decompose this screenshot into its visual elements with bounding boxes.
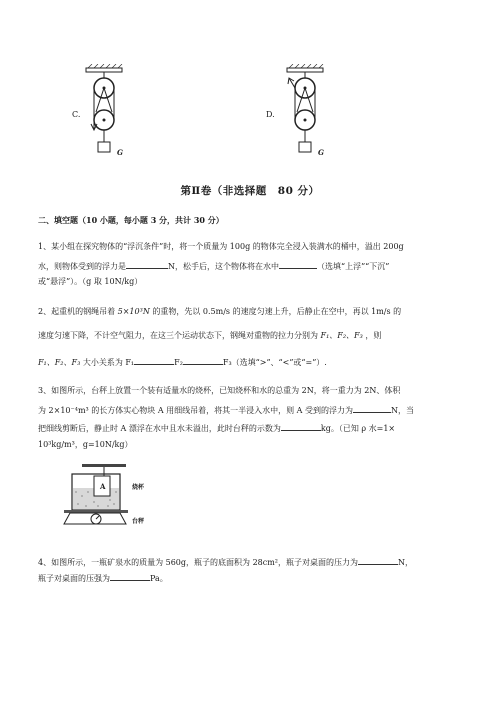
q2-line1: [38, 306, 401, 317]
q2-text-e: 大小关系为 F₁: [82, 358, 135, 367]
weight-d-label: G: [318, 148, 324, 157]
q1-line1: 1、某小组在探究物体的“浮沉条件”时，将一个质量为 100g 的物体完全浸入装满水的桶中，溢出 200g: [38, 242, 404, 251]
q3-line4: 10³kg/m³，g=10N/kg）: [38, 440, 133, 449]
q1-blank-buoyancy[interactable]: [126, 259, 168, 269]
q2-text-b: 的重物，先以 0.5m/s 的速度匀速上升，后静止在空中，再以 1m/s 的: [152, 307, 402, 316]
q2-text-c: 速度匀速下降，不计空气阻力，在这三个运动状态下，钢绳对重物的拉力分别为: [38, 331, 318, 340]
q1-line2: [38, 259, 389, 272]
q2-line3: [38, 355, 327, 368]
q3-text-b: N，当: [391, 406, 415, 415]
pulley-figure-d: [285, 64, 335, 164]
q4-text-d: Pa。: [150, 574, 168, 583]
q2-text-f: F₂: [174, 358, 183, 367]
q4-text-c: 瓶子对桌面的压强为: [38, 574, 110, 583]
q1-blank-state[interactable]: [279, 259, 317, 269]
section-title: 第Ⅱ卷（非选择题 80 分）: [180, 185, 320, 197]
q4-text-b: N，: [398, 558, 414, 567]
q3-text-a: 为 2×10⁻⁴m³ 的长方体实心物块 A 用细线吊着，将其一半浸入水中，则 A 受到的浮力为: [38, 406, 354, 415]
q2-text-g: F₃（选填“>”、“<”或“=”）.: [222, 358, 327, 367]
q4-blank-pressure[interactable]: [110, 571, 150, 581]
q3-blank-buoyancy[interactable]: [353, 403, 391, 413]
q2-mass-expr: 5×10³N: [117, 307, 150, 316]
q2-blank-1[interactable]: [134, 355, 174, 365]
q1-text-b: N，松手后，这个物体将在水中: [168, 262, 279, 271]
section-subtitle: 二、填空题（10 小题，每小题 3 分，共计 30 分）: [38, 215, 224, 225]
q4-line1: [38, 555, 413, 568]
weight-c-label: G: [117, 148, 123, 157]
q3-blank-reading[interactable]: [281, 421, 321, 431]
q1-text-c: （选填“上浮”“下沉”: [317, 262, 390, 271]
pulley-figure-c: [84, 64, 134, 164]
figure-block-label: A: [100, 482, 106, 491]
q3-line3: [38, 421, 395, 434]
q1-text-a: 水，则物体受到的浮力是: [38, 262, 126, 271]
q3-text-c: 把细线剪断后，静止时 A 漂浮在水中且水未溢出，此时台秤的示数为: [38, 424, 281, 433]
option-d-label: D.: [266, 110, 275, 119]
option-c-label: C.: [72, 110, 81, 119]
q4-line2: [38, 571, 168, 584]
q2-blank-2[interactable]: [183, 355, 223, 365]
q4-text-a: 4、如图所示，一瓶矿泉水的质量为 560g，瓶子的底面积为 28cm²，瓶子对桌面的压力为: [38, 558, 359, 567]
figure-scale-label: 台秤: [132, 518, 145, 525]
q3-text-d: kg。（已知 ρ 水=1×: [320, 424, 396, 433]
q4-blank-force[interactable]: [358, 555, 398, 565]
q2-text-a: 2、起重机的钢绳吊着: [38, 307, 116, 316]
q1-line3: 或“悬浮”）。（g 取 10N/kg）: [38, 277, 143, 286]
beaker-scale-figure: [60, 462, 180, 542]
figure-beaker-label: 烧杯: [132, 484, 145, 491]
q3-line2: [38, 403, 414, 416]
q3-line1: 3、如图所示，台秤上放置一个装有适量水的烧杯，已知烧杯和水的总重为 2N，将一重力为 2N、体积: [38, 386, 401, 395]
q2-line2: [38, 330, 381, 341]
q2-forces: F₁、F₂、F₃: [320, 331, 363, 340]
q2-text-d: ，则: [365, 331, 382, 340]
q2-forces-2: F₁、F₂、F₃: [38, 358, 81, 367]
